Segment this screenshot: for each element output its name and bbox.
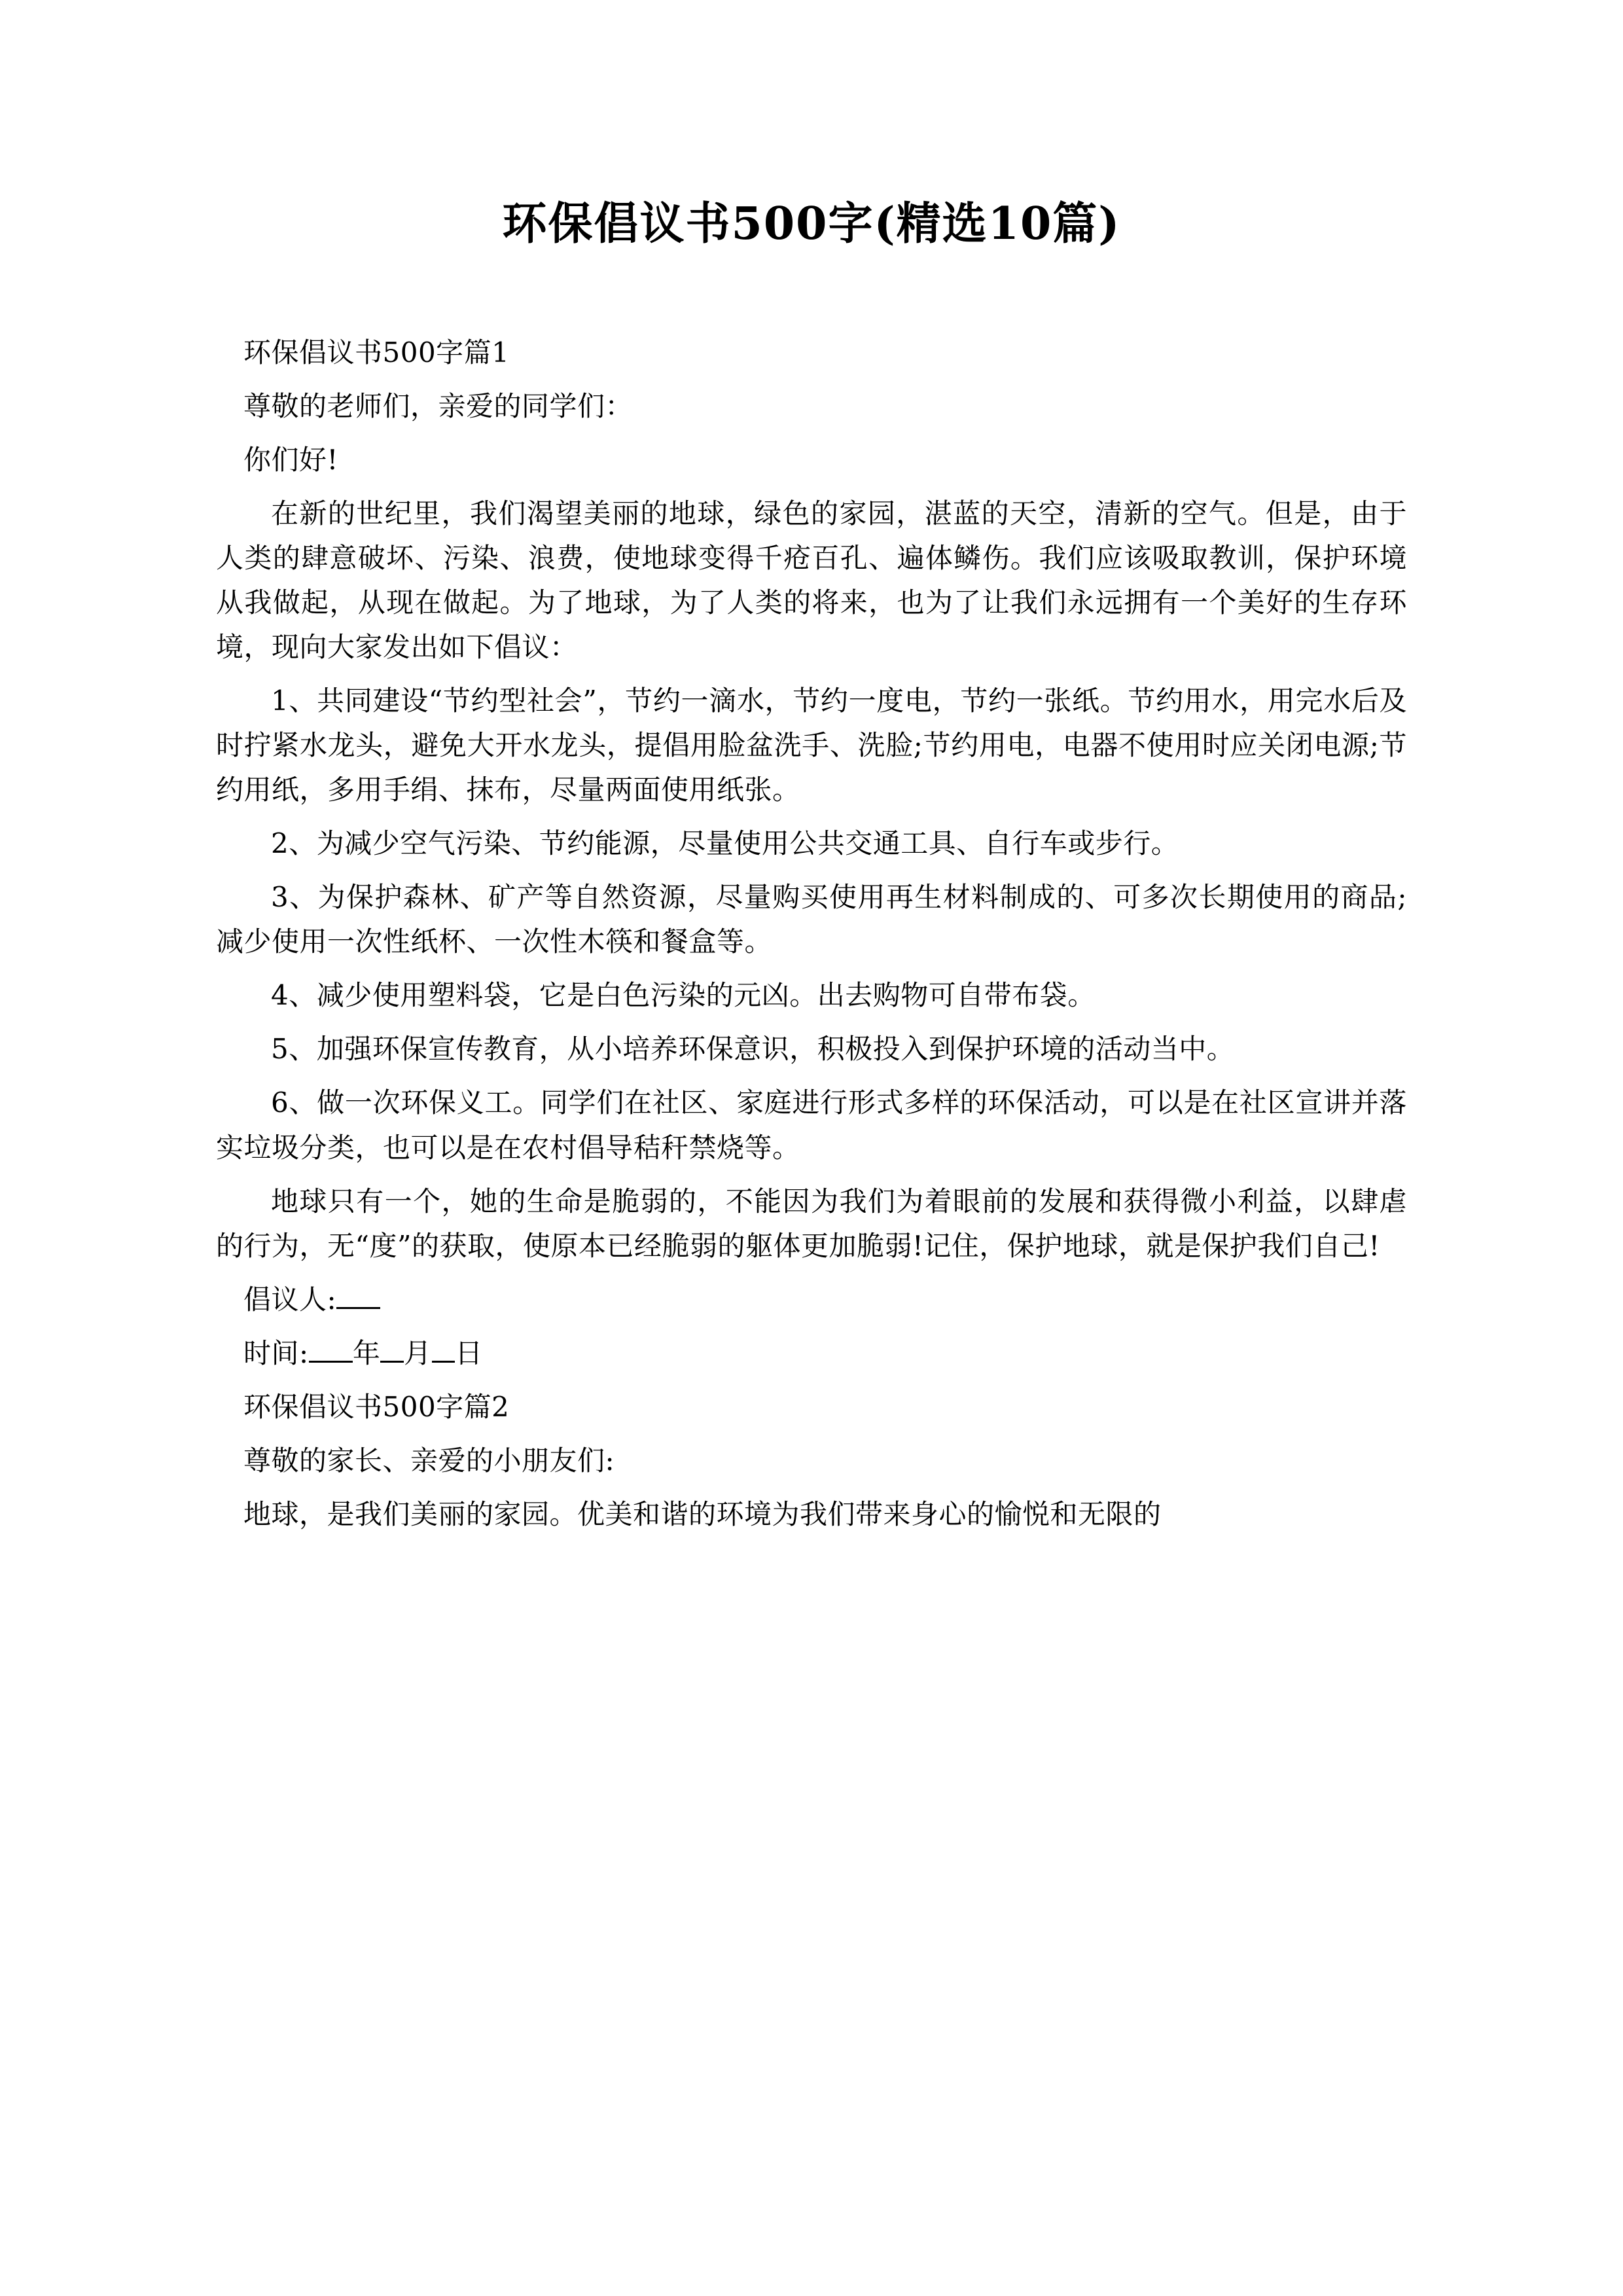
date-month-unit: 月: [404, 1336, 432, 1369]
proposal-item-6: 6、做一次环保义工。同学们在社区、家庭进行形式多样的环保活动，可以是在社区宣讲并落实垃圾分类，也可以是在农村倡导秸秆禁烧等。: [216, 1086, 1407, 1164]
section-heading-2: 环保倡议书500字篇2: [243, 1390, 510, 1423]
date-day-unit: 日: [455, 1336, 483, 1369]
proposal-item-1: 1、共同建设“节约型社会”，节约一滴水，节约一度电，节约一张纸。节约用水，用完水后及时拧紧水龙头，避免大开水龙头，提倡用脸盆洗手、洗脸;节约用电，电器不使用时应关闭电源;节约用纸，多用手绢、抹布，尽量两面使用纸张。: [216, 685, 1407, 806]
date-label: 时间:: [243, 1336, 309, 1369]
intro-paragraph-2: 地球，是我们美丽的家园。优美和谐的环境为我们带来身心的愉悦和无限的: [243, 1498, 1162, 1530]
section-heading-1: 环保倡议书500字篇1: [243, 336, 510, 368]
salutation-2: 尊敬的家长、亲爱的小朋友们:: [243, 1444, 615, 1477]
page-title: 环保倡议书500字(精选10篇): [502, 198, 1121, 250]
proposal-item-5: 5、加强环保宣传教育，从小培养环保意识，积极投入到保护环境的活动当中。: [271, 1033, 1235, 1066]
signature-line: [216, 1278, 1407, 1322]
greeting-1: 你们好!: [243, 444, 338, 476]
signature-blank: [336, 1307, 380, 1309]
proposal-item-2: 2、为减少空气污染、节约能源，尽量使用公共交通工具、自行车或步行。: [271, 827, 1179, 860]
document-body: [216, 331, 1407, 1537]
proposal-item-3: 3、为保护森林、矿产等自然资源，尽量购买使用再生材料制成的、可多次长期使用的商品;减少使用一次性纸杯、一次性木筷和餐盒等。: [216, 881, 1407, 958]
date-month-blank: [380, 1361, 404, 1363]
intro-paragraph-1: 在新的世纪里，我们渴望美丽的地球，绿色的家园，湛蓝的天空，清新的空气。但是，由于人类的肆意破坏、污染、浪费，使地球变得千疮百孔、遍体鳞伤。我们应该吸取教训，保护环境从我做起，从现在做起。为了地球，为了人类的将来，也为了让我们永远拥有一个美好的生存环境，现向大家发出如下倡议：: [216, 497, 1407, 664]
proposal-item-4: 4、减少使用塑料袋，它是白色污染的元凶。出去购物可自带布袋。: [271, 979, 1096, 1012]
date-year-unit: 年: [352, 1336, 381, 1369]
date-year-blank: [309, 1361, 353, 1363]
salutation-1: 尊敬的老师们，亲爱的同学们：: [243, 390, 633, 423]
closing-paragraph-1: 地球只有一个，她的生命是脆弱的，不能因为我们为着眼前的发展和获得微小利益，以肆虐的行为，无“度”的获取，使原本已经脆弱的躯体更加脆弱!记住，保护地球，就是保护我们自己!: [216, 1185, 1407, 1262]
date-line: [216, 1331, 1407, 1376]
signature-label: 倡议人:: [243, 1283, 337, 1316]
date-day-blank: [432, 1361, 455, 1363]
